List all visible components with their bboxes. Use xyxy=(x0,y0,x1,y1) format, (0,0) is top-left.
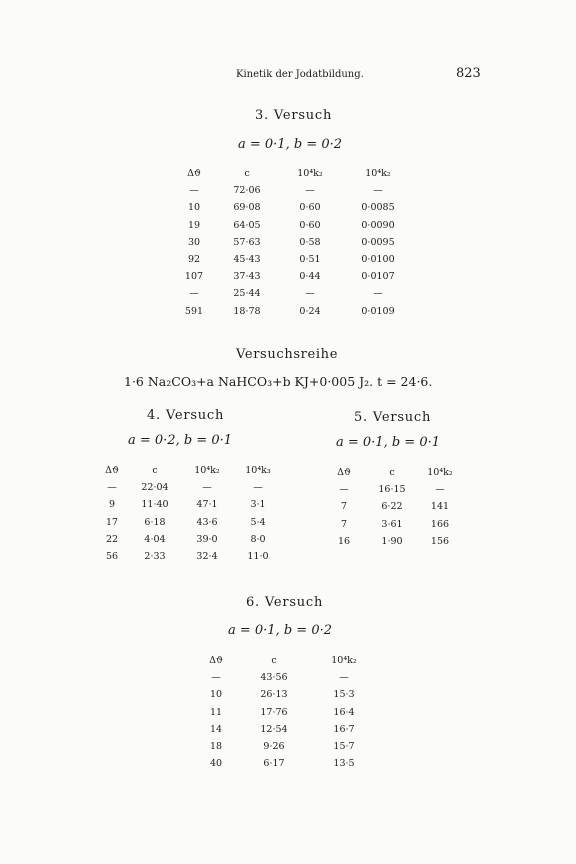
series-title: Versuchsreihe xyxy=(236,347,339,362)
table-cell: 40 xyxy=(209,758,223,770)
column-header: 10⁴k₃ xyxy=(245,465,271,477)
table-cell: 22·04 xyxy=(141,482,169,494)
column-header: Δϑ xyxy=(105,465,119,477)
table-cell: 14 xyxy=(209,723,223,735)
table-cell: 1·90 xyxy=(381,535,403,547)
column-header: 10⁴k₂ xyxy=(331,655,357,667)
table-cell: 92 xyxy=(187,254,201,266)
running-title: Kinetik der Jodatbildung. xyxy=(236,69,364,80)
table-cell: 19 xyxy=(187,219,201,231)
table-cell: 69·08 xyxy=(233,202,261,214)
table-cell: — xyxy=(339,484,349,496)
table-row xyxy=(196,704,376,721)
table-cell: 141 xyxy=(430,501,450,513)
exp3-conditions: a = 0·1, b = 0·2 xyxy=(238,137,342,152)
exp4-title: 4. Versuch xyxy=(147,408,225,423)
table-cell: 0·0095 xyxy=(361,236,395,248)
table-cell: 57·63 xyxy=(233,236,261,248)
exp4-conditions: a = 0·2, b = 0·1 xyxy=(128,433,232,448)
table-row xyxy=(176,217,418,234)
exp5-title: 5. Versuch xyxy=(354,410,432,425)
table-cell: 7 xyxy=(340,501,348,513)
table-cell: 6·17 xyxy=(263,758,285,770)
table-cell: 8·0 xyxy=(250,533,266,545)
table-row xyxy=(322,516,462,533)
table-cell: 47·1 xyxy=(196,499,218,511)
table-row xyxy=(322,533,462,550)
page-number: 823 xyxy=(456,66,481,81)
table-cell: 15·7 xyxy=(333,741,355,753)
table-cell: — xyxy=(305,288,315,300)
table-cell: 43·6 xyxy=(196,516,218,528)
table-row xyxy=(96,548,284,565)
table-cell: 4·04 xyxy=(144,533,166,545)
column-header: 10⁴k₂ xyxy=(365,168,391,180)
table-row xyxy=(196,669,376,686)
column-header: c xyxy=(152,465,158,477)
table-cell: 9·26 xyxy=(263,741,285,753)
exp6-title: 6. Versuch xyxy=(246,595,324,610)
table-row xyxy=(196,721,376,738)
table-cell: 0·44 xyxy=(299,271,321,283)
series-reaction: 1·6 Na₂CO₃+a NaHCO₃+b KJ+0·005 J₂. t = 24·6. xyxy=(124,374,433,389)
table-cell: 56 xyxy=(105,551,119,563)
table-cell: 26·13 xyxy=(260,689,288,701)
table-cell: 0·0085 xyxy=(361,202,395,214)
table-cell: — xyxy=(211,672,221,684)
table-cell: 22 xyxy=(105,533,119,545)
table-row xyxy=(176,182,418,199)
column-header: Δϑ xyxy=(209,655,223,667)
table-row xyxy=(176,234,418,251)
table-cell: 0·0107 xyxy=(361,271,395,283)
column-header: Δϑ xyxy=(187,168,201,180)
table-cell: 0·0090 xyxy=(361,219,395,231)
table-row xyxy=(96,496,284,513)
table-cell: 0·51 xyxy=(299,254,321,266)
table-cell: — xyxy=(107,482,117,494)
table-row xyxy=(322,498,462,515)
exp5-conditions: a = 0·1, b = 0·1 xyxy=(336,435,440,450)
table-cell: — xyxy=(253,482,263,494)
table-cell: 0·60 xyxy=(299,219,321,231)
table-cell: 17 xyxy=(105,516,119,528)
table-cell: 16·15 xyxy=(378,484,406,496)
table-cell: — xyxy=(189,288,199,300)
table-row xyxy=(196,686,376,703)
table-cell: 18 xyxy=(209,741,223,753)
table-cell: 25·44 xyxy=(233,288,261,300)
table-cell: — xyxy=(305,185,315,197)
table-cell: 12·54 xyxy=(260,723,288,735)
table-cell: 2·33 xyxy=(144,551,166,563)
column-header: c xyxy=(271,655,277,667)
table-cell: — xyxy=(373,185,383,197)
exp6-conditions: a = 0·1, b = 0·2 xyxy=(228,623,332,638)
table-cell: 9 xyxy=(108,499,116,511)
exp3-title: 3. Versuch xyxy=(255,108,333,123)
table-cell: 166 xyxy=(430,518,450,530)
table-cell: 16·7 xyxy=(333,723,355,735)
table-cell: 32·4 xyxy=(196,551,218,563)
column-header: 10⁴k₂ xyxy=(194,465,220,477)
table-cell: — xyxy=(189,185,199,197)
table-cell: 37·43 xyxy=(233,271,261,283)
exp3-table xyxy=(176,165,418,320)
table-row xyxy=(96,531,284,548)
table-cell: 591 xyxy=(184,305,204,317)
table-cell: 0·0100 xyxy=(361,254,395,266)
table-row xyxy=(322,481,462,498)
table-cell: 11·40 xyxy=(141,499,169,511)
table-cell: 39·0 xyxy=(196,533,218,545)
table-cell: 17·76 xyxy=(260,706,288,718)
table-row xyxy=(176,251,418,268)
exp6-table xyxy=(196,652,376,772)
table-cell: 5·4 xyxy=(250,516,266,528)
table-row xyxy=(176,303,418,320)
table-cell: 3·61 xyxy=(381,518,403,530)
table-cell: 16 xyxy=(337,535,351,547)
table-cell: 18·78 xyxy=(233,305,261,317)
exp4-table xyxy=(96,462,284,565)
table-cell: 16·4 xyxy=(333,706,355,718)
table-cell: 11 xyxy=(209,706,223,718)
table-cell: 45·43 xyxy=(233,254,261,266)
table-cell: 3·1 xyxy=(250,499,266,511)
table-cell: 10 xyxy=(187,202,201,214)
table-row xyxy=(96,479,284,496)
table-cell: 15·3 xyxy=(333,689,355,701)
table-cell: 107 xyxy=(184,271,204,283)
table-cell: 0·0109 xyxy=(361,305,395,317)
table-cell: 156 xyxy=(430,535,450,547)
table-cell: 0·60 xyxy=(299,202,321,214)
table-row xyxy=(196,738,376,755)
table-cell: — xyxy=(373,288,383,300)
table-cell: 43·56 xyxy=(260,672,288,684)
column-header: 10⁴k₂ xyxy=(427,467,453,479)
table-cell: 10 xyxy=(209,689,223,701)
table-row xyxy=(196,755,376,772)
table-cell: 0·24 xyxy=(299,305,321,317)
table-cell: 13·5 xyxy=(333,758,355,770)
table-cell: 6·22 xyxy=(381,501,403,513)
table-cell: 7 xyxy=(340,518,348,530)
column-header: c xyxy=(244,168,250,180)
column-header: c xyxy=(389,467,395,479)
table-cell: 11·0 xyxy=(247,551,269,563)
table-cell: 64·05 xyxy=(233,219,261,231)
table-row xyxy=(176,268,418,285)
table-cell: 72·06 xyxy=(233,185,261,197)
table-cell: — xyxy=(202,482,212,494)
exp5-table xyxy=(322,464,462,550)
table-cell: — xyxy=(435,484,445,496)
table-row xyxy=(96,514,284,531)
table-row xyxy=(176,285,418,302)
column-header: 10⁴k₂ xyxy=(297,168,323,180)
column-header: Δϑ xyxy=(337,467,351,479)
table-cell: 0·58 xyxy=(299,236,321,248)
table-cell: — xyxy=(339,672,349,684)
table-cell: 30 xyxy=(187,236,201,248)
table-cell: 6·18 xyxy=(144,516,166,528)
table-row xyxy=(176,199,418,216)
